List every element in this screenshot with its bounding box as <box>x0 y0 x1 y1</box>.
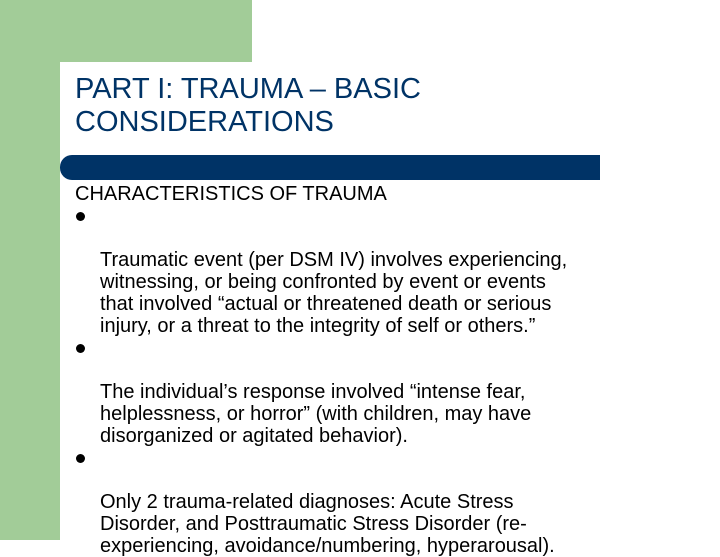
green-left-accent <box>0 62 60 540</box>
bullet-text-2: The individual’s response involved “intense fear, helplessness, or horror” (with children, may have disorganized or agitated behavior). <box>100 381 532 447</box>
bullet-dot-icon <box>76 212 85 221</box>
bullet-item-1 <box>75 205 700 337</box>
bullet-dot-icon <box>76 344 85 353</box>
bullet-dot-icon <box>76 454 85 463</box>
bullet-item-3 <box>75 447 700 557</box>
bullet-item-2 <box>75 337 700 447</box>
green-top-accent <box>0 0 252 62</box>
bullet-text-1: Traumatic event (per DSM IV) involves experiencing, witnessing, or being confronted by event or events that involved “actual or threatened death or serious injury, or a threat to the integrity of self or others.” <box>100 249 568 337</box>
bullet-list <box>75 205 700 557</box>
slide-content <box>75 183 700 557</box>
slide-title: PART I: TRAUMA – BASIC CONSIDERATIONS <box>75 73 421 138</box>
section-heading: CHARACTERISTICS OF TRAUMA <box>75 183 387 205</box>
title-underline-bar <box>60 155 600 180</box>
bullet-text-3: Only 2 trauma-related diagnoses: Acute Stress Disorder, and Posttraumatic Stress Disorder (re- experiencing, avoidance/numbering, hyperarousal). <box>100 491 555 557</box>
